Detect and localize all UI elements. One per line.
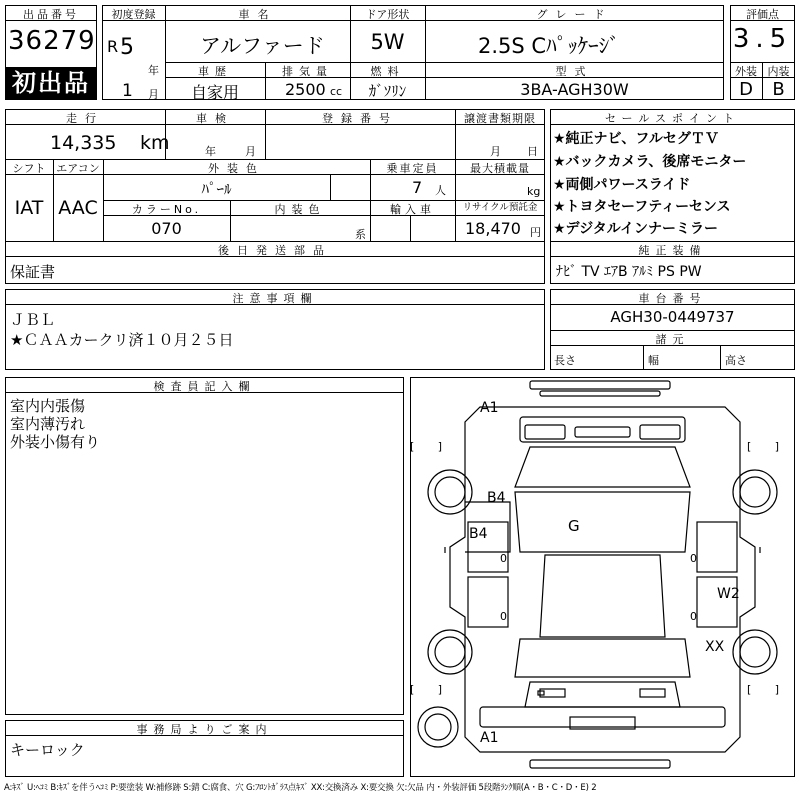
sales-point-3: ★両側パワースライド bbox=[553, 177, 691, 193]
mark-a1-front: A1 bbox=[480, 400, 499, 416]
reg-number-label: 登録番号 bbox=[322, 112, 398, 125]
interior-color-unit: 系 bbox=[355, 228, 366, 241]
shift-label: シフト bbox=[12, 162, 46, 175]
ac-value: AAC bbox=[58, 197, 98, 219]
fuel-value: ｶﾞｿﾘﾝ bbox=[368, 82, 407, 100]
interior-value: B bbox=[772, 79, 785, 100]
score-value: 3.5 bbox=[732, 24, 793, 54]
door-value: 5W bbox=[370, 30, 405, 54]
grade-value: 2.5S Cﾊﾟｯｹｰｼﾞ bbox=[478, 34, 620, 58]
inspection-year-unit: 年 bbox=[205, 145, 216, 158]
inspector-line-2: 室内薄汚れ bbox=[10, 415, 86, 433]
notes-line-1: ＪＢＬ bbox=[10, 311, 56, 329]
displacement-value: 2500 bbox=[285, 80, 326, 99]
legend-text: A:ｷｽﾞ U:ﾍｺﾐ B:ｷｽﾞを伴うﾍｺﾐ P:要塗装 W:補修跡 S:錆 C:腐食、穴 G:ﾌﾛﾝﾄｶﾞﾗｽ点ｷｽﾞ XX:交換済み X:要交換 欠:欠品 内・外装評価 5段階ﾗﾝｸ順(A・B・C・D・E) 2 bbox=[4, 783, 597, 793]
mark-a1-rear: A1 bbox=[480, 730, 499, 746]
ac-label: エアコン bbox=[56, 162, 100, 175]
office-label: 事務局よりご案内 bbox=[136, 723, 273, 736]
sales-point-5: ★デジタルインナーミラー bbox=[553, 221, 719, 237]
inspection-month-unit: 月 bbox=[245, 145, 256, 158]
history-value: 自家用 bbox=[190, 83, 239, 102]
color-label: 外装色 bbox=[208, 162, 265, 175]
equipment-value: ﾅﾋﾞ TV ｴｱB ｱﾙﾐ PS PW bbox=[556, 264, 702, 280]
width-label: 幅 bbox=[648, 354, 659, 367]
displacement-unit: cc bbox=[330, 85, 343, 98]
history-label: 車歴 bbox=[198, 65, 232, 78]
inspection-label: 車検 bbox=[196, 112, 234, 125]
lot-number-label: 出品番号 bbox=[23, 8, 79, 21]
first-listing-text: 初出品 bbox=[12, 69, 90, 97]
bracket-left-top: [ ] bbox=[410, 440, 443, 453]
transfer-month-unit: 月 bbox=[490, 145, 501, 158]
mileage-label: 走行 bbox=[66, 112, 104, 125]
transfer-label: 譲渡書類期限 bbox=[464, 112, 536, 125]
score-label: 評価点 bbox=[746, 8, 779, 21]
era-prefix: R bbox=[107, 37, 119, 56]
color-no-label: カラーNo. bbox=[131, 203, 202, 216]
recycle-unit: 円 bbox=[530, 226, 541, 239]
office-text: キーロック bbox=[10, 741, 85, 759]
mark-g-windshield: G bbox=[568, 517, 580, 535]
lot-number: 36279 bbox=[8, 26, 96, 56]
equipment-label: 純正装備 bbox=[638, 244, 707, 257]
interior-label: 内装 bbox=[767, 65, 790, 78]
car-diagram-svg bbox=[410, 377, 795, 777]
mileage-value: 14,335 bbox=[50, 132, 117, 154]
max-load-label: 最大積載量 bbox=[470, 162, 530, 175]
delivery-label: 後日発送部品 bbox=[218, 244, 332, 257]
chassis-value: AGH30-0449737 bbox=[610, 308, 735, 326]
first-reg-label: 初度登録 bbox=[111, 8, 156, 21]
length-label: 長さ bbox=[554, 354, 576, 367]
recycle-label: リサイクル預託金 bbox=[462, 202, 538, 213]
capacity-unit: 人 bbox=[435, 184, 446, 197]
model-value: 3BA-AGH30W bbox=[520, 80, 629, 99]
model-label: 型式 bbox=[555, 65, 594, 78]
mark-zero-l1: 0 bbox=[500, 552, 507, 565]
inspector-line-1: 室内内張傷 bbox=[10, 397, 86, 415]
fuel-label: 燃料 bbox=[370, 65, 405, 78]
max-load-unit: kg bbox=[527, 185, 541, 198]
color-value: ﾊﾟｰﾙ bbox=[201, 180, 232, 198]
dims-label: 諸元 bbox=[655, 333, 690, 346]
door-label: ドア形状 bbox=[365, 8, 410, 21]
car-name: アルファード bbox=[200, 34, 325, 58]
inspector-line-3: 外装小傷有り bbox=[10, 433, 101, 451]
mark-w2-right: W2 bbox=[717, 586, 740, 602]
chassis-label: 車台番号 bbox=[638, 292, 707, 305]
capacity-label: 乗車定員 bbox=[386, 162, 439, 175]
import-label: 輸入車 bbox=[390, 203, 435, 216]
interior-color-label: 内装色 bbox=[274, 203, 326, 216]
sales-point-1: ★純正ナビ、フルセグＴＶ bbox=[553, 131, 719, 147]
exterior-value: D bbox=[739, 79, 753, 100]
mark-zero-r1: 0 bbox=[690, 552, 697, 565]
sales-point-4: ★トヨタセーフティーセンス bbox=[553, 199, 731, 215]
shift-value: IAT bbox=[14, 197, 44, 219]
year-unit: 年 bbox=[148, 64, 159, 77]
mileage-unit: km bbox=[140, 132, 170, 154]
color-no-value: 070 bbox=[151, 219, 182, 238]
sales-points-label: セールスポイント bbox=[604, 112, 740, 125]
exterior-label: 外装 bbox=[735, 65, 757, 78]
mark-xx-right: XX bbox=[705, 639, 725, 655]
capacity-value: 7 bbox=[412, 178, 423, 197]
mark-zero-l2: 0 bbox=[500, 610, 507, 623]
car-name-label: 車名 bbox=[238, 8, 277, 21]
bracket-right-top: [ ] bbox=[747, 440, 780, 453]
height-label: 高さ bbox=[725, 354, 747, 367]
notes-label: 注意事項欄 bbox=[232, 292, 318, 305]
notes-line-2: ★ＣＡＡカークリ済１０月２５日 bbox=[10, 331, 234, 349]
displacement-label: 排気量 bbox=[282, 65, 333, 78]
grade-label: グレード bbox=[536, 8, 613, 21]
month-unit: 月 bbox=[148, 88, 159, 101]
bracket-right-bottom: [ ] bbox=[747, 683, 780, 696]
bracket-left-bottom: [ ] bbox=[410, 683, 443, 696]
year-value: 5 bbox=[120, 35, 134, 60]
mark-b4-left: B4 bbox=[469, 526, 488, 542]
recycle-value: 18,470 bbox=[465, 219, 521, 238]
mark-b4-hood: B4 bbox=[487, 490, 506, 506]
inspector-label: 検査員記入欄 bbox=[153, 380, 256, 393]
sales-point-2: ★バックカメラ、後席モニター bbox=[553, 154, 747, 170]
delivery-value: 保証書 bbox=[10, 263, 56, 281]
mark-zero-r2: 0 bbox=[690, 610, 697, 623]
month-value: 1 bbox=[122, 81, 133, 101]
transfer-day-unit: 日 bbox=[527, 145, 538, 158]
